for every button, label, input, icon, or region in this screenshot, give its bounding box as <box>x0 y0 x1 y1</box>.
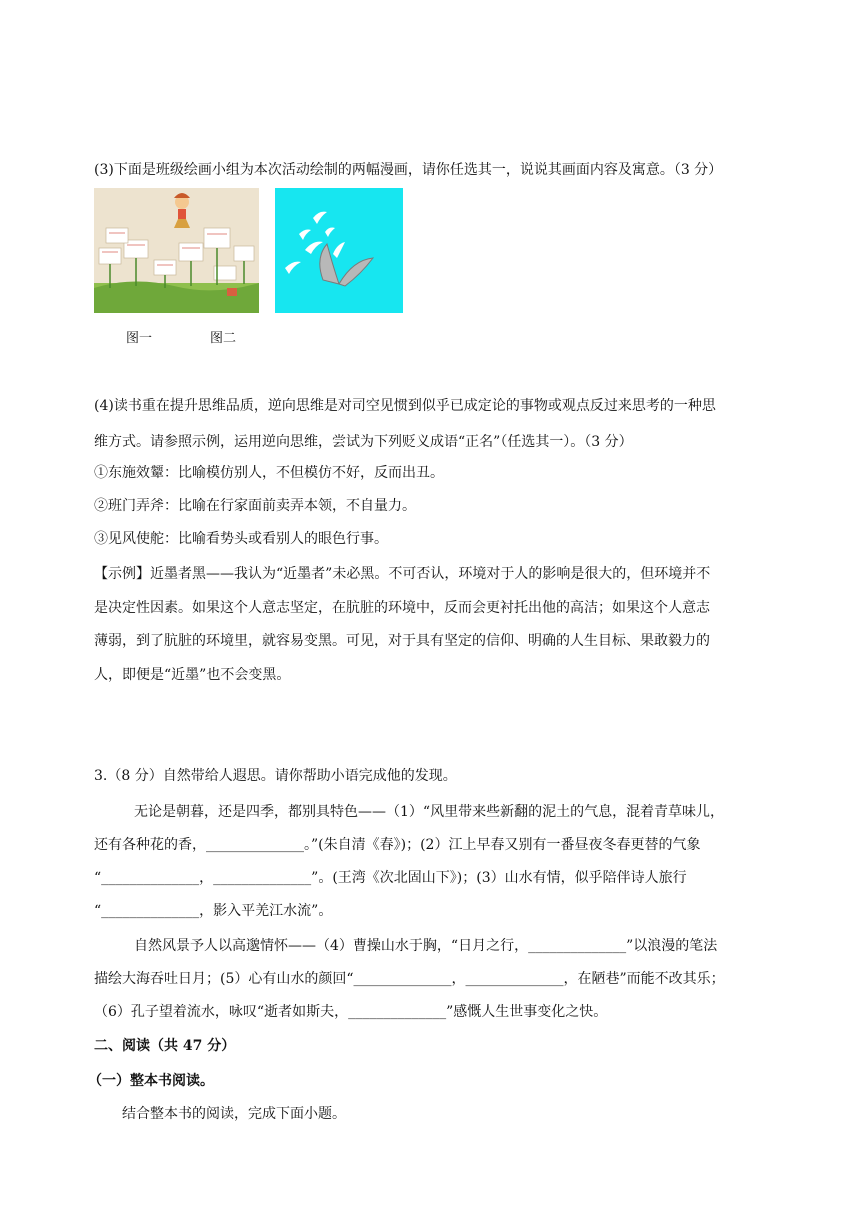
cartoon-figure-1 <box>94 188 259 313</box>
q3-paragraph-2-line-1: 自然风景予人以高邈情怀——（4）曹操山水于胸，“日月之行，______________”以浪漫的笔法 <box>134 938 718 954</box>
figure-2-caption: 图二 <box>210 331 237 346</box>
figure-1-caption: 图一 <box>126 331 153 346</box>
q3-part4-intro-cont: 维方式。请参照示例，运用逆向思维，尝试为下列贬义成语“正名”（任选其一）。（3 分） <box>94 434 633 450</box>
section-2-title: 二、阅读（共 47 分） <box>94 1038 236 1054</box>
idiom-2: ②班门弄斧：比喻在行家面前卖弄本领，不自量力。 <box>94 498 416 514</box>
section-2-instruction: 结合整本书的阅读，完成下面小题。 <box>122 1106 346 1122</box>
idiom-3: ③见风使舵：比喻看势头或看别人的眼色行事。 <box>94 531 388 547</box>
q3-paragraph-2-line-2: 描绘大海吞吐日月；(5）心有山水的颜回“______________，______________，在陋巷”而能不改其乐； <box>94 971 725 987</box>
q3-part3-prompt: (3)下面是班级绘画小组为本次活动绘制的两幅漫画，请你任选其一，说说其画面内容及寓意。（3 分） <box>94 162 723 178</box>
example-line-2: 是决定性因素。如果这个人意志坚定，在肮脏的环境中，反而会更衬托出他的高洁；如果这个人意志 <box>94 600 710 616</box>
question-3-title: 3.（8 分）自然带给人遐思。请你帮助小语完成他的发现。 <box>94 768 457 784</box>
idiom-1: ①东施效颦：比喻模仿别人，不但模仿不好，反而出丑。 <box>94 465 444 481</box>
q3-paragraph-1-line-3: “______________，______________”。(王湾《次北固山下》)；(3）山水有情，似乎陪伴诗人旅行 <box>94 870 687 886</box>
example-line-4: 人，即便是“近墨”也不会变黑。 <box>94 667 291 683</box>
cartoon-figure-2 <box>275 188 403 313</box>
section-2-subtitle: （一）整本书阅读。 <box>88 1073 214 1089</box>
q3-paragraph-1-line-2: 还有各种花的香，______________。”(朱自清《春》)；(2）江上早春又别有一番昼夜冬春更替的气象 <box>94 837 701 853</box>
q3-paragraph-1-line-1: 无论是朝暮，还是四季，都别具特色——（1）“风里带来些新翻的泥土的气息，混着青草味儿， <box>134 804 725 820</box>
q3-paragraph-2-line-3: （6）孔子望着流水，咏叹“逝者如斯夫，______________”感慨人生世事变化之快。 <box>94 1004 608 1020</box>
q3-part4-intro: (4)读书重在提升思维品质，逆向思维是对司空见惯到似乎已成定论的事物或观点反过来思考的一种思 <box>94 398 716 414</box>
example-line-3: 薄弱，到了肮脏的环境里，就容易变黑。可见，对于具有坚定的信仰、明确的人生目标、果敢毅力的 <box>94 633 710 649</box>
q3-paragraph-1-line-4: “______________，影入平羌江水流”。 <box>94 903 333 919</box>
example-line-1: 【示例】近墨者黑——我认为“近墨者”未必黑。不可否认，环境对于人的影响是很大的，但环境并不 <box>94 566 711 582</box>
